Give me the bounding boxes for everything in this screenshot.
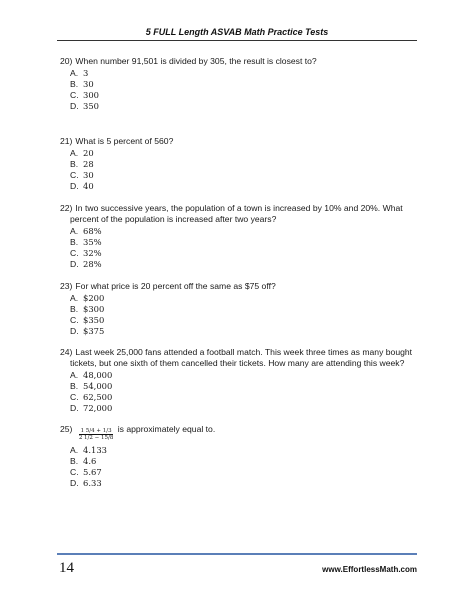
option-letter: B. <box>70 237 79 247</box>
question-number: 25) <box>60 424 73 434</box>
complex-fraction <box>79 428 114 441</box>
question-text: When number 91,501 is divided by 305, the result is closest to? <box>75 56 317 66</box>
option-list <box>60 293 420 337</box>
option-value: 32% <box>83 248 102 258</box>
option-value: 20 <box>83 148 94 158</box>
option-value: 28 <box>83 159 94 169</box>
question-number: 24) <box>60 347 73 357</box>
question-number: 20) <box>60 56 73 66</box>
option-letter: C. <box>70 170 79 180</box>
option-value: 30 <box>83 170 94 180</box>
option-letter: D. <box>70 259 79 269</box>
option-value: 68% <box>83 226 102 236</box>
option-letter: A. <box>70 445 79 455</box>
option-value: 300 <box>83 90 99 100</box>
option-value: $350 <box>83 315 105 325</box>
option-letter: B. <box>70 159 79 169</box>
option-d[interactable] <box>70 326 420 337</box>
option-c[interactable] <box>70 90 420 101</box>
header-divider <box>57 40 417 41</box>
option-value: $300 <box>83 304 105 314</box>
option-d[interactable] <box>70 101 420 112</box>
question-text: Last week 25,000 fans attended a football match. This week three times as many bought <box>75 347 413 357</box>
question-stem <box>60 281 420 292</box>
question-stem <box>60 136 420 147</box>
option-letter: B. <box>70 304 79 314</box>
option-list <box>60 226 420 270</box>
option-letter: D. <box>70 403 79 413</box>
question-number: 23) <box>60 281 73 291</box>
option-value: 28% <box>83 259 102 269</box>
option-value: 62,500 <box>83 392 113 402</box>
option-letter: C. <box>70 467 79 477</box>
option-value: $200 <box>83 293 105 303</box>
question-number: 21) <box>60 136 73 146</box>
option-letter: C. <box>70 315 79 325</box>
option-value: 40 <box>83 181 94 191</box>
fraction-denominator: 2 1/2 − 15/8 <box>78 435 114 441</box>
option-a[interactable] <box>70 148 420 159</box>
option-d[interactable] <box>70 259 420 270</box>
option-letter: D. <box>70 181 79 191</box>
option-letter: A. <box>70 148 79 158</box>
question-21 <box>60 136 420 192</box>
option-d[interactable] <box>70 403 420 414</box>
option-letter: D. <box>70 478 79 488</box>
option-value: 3 <box>83 68 89 78</box>
option-value: 35% <box>83 237 102 247</box>
question-stem <box>60 424 420 441</box>
option-list <box>60 68 420 112</box>
option-letter: B. <box>70 456 79 466</box>
option-letter: A. <box>70 293 79 303</box>
option-c[interactable] <box>70 170 420 181</box>
option-b[interactable] <box>70 304 420 315</box>
header-title: 5 FULL Length ASVAB Math Practice Tests <box>145 27 329 37</box>
option-list <box>60 148 420 192</box>
question-24 <box>60 347 420 414</box>
option-value: 4.133 <box>83 445 107 455</box>
option-b[interactable] <box>70 237 420 248</box>
option-letter: B. <box>70 79 79 89</box>
option-a[interactable] <box>70 226 420 237</box>
option-value: $375 <box>83 326 105 336</box>
question-stem <box>60 347 420 358</box>
option-list <box>60 445 420 489</box>
option-b[interactable] <box>70 159 420 170</box>
option-c[interactable] <box>70 248 420 259</box>
question-text: In two successive years, the population of a town is increased by 10% and 20%. What <box>75 203 403 213</box>
question-stem <box>60 56 420 67</box>
option-letter: A. <box>70 226 79 236</box>
option-a[interactable] <box>70 68 420 79</box>
fraction-numerator: 1 5/4 + 1/3 <box>80 428 112 434</box>
option-value: 350 <box>83 101 99 111</box>
option-letter: A. <box>70 370 79 380</box>
option-letter: A. <box>70 68 79 78</box>
option-c[interactable] <box>70 392 420 403</box>
option-a[interactable] <box>70 445 420 456</box>
question-20 <box>60 56 420 112</box>
option-value: 54,000 <box>83 381 113 391</box>
question-text-continued: percent of the population is increased after two years? <box>70 214 277 224</box>
footer-divider <box>57 553 417 555</box>
website-link[interactable]: www.EffortlessMath.com <box>322 565 417 574</box>
option-value: 5.67 <box>83 467 102 477</box>
question-text: What is 5 percent of 560? <box>75 136 174 146</box>
option-letter: C. <box>70 392 79 402</box>
option-value: 30 <box>83 79 94 89</box>
option-value: 48,000 <box>83 370 113 380</box>
option-d[interactable] <box>70 478 420 489</box>
option-b[interactable] <box>70 381 420 392</box>
question-text: is approximately equal to. <box>117 424 216 434</box>
option-a[interactable] <box>70 370 420 381</box>
question-25 <box>60 424 420 489</box>
option-value: 4.6 <box>83 456 97 466</box>
page-number: 14 <box>59 560 74 576</box>
option-c[interactable] <box>70 315 420 326</box>
option-value: 6.33 <box>83 478 102 488</box>
question-22 <box>60 203 420 270</box>
option-value: 72,000 <box>83 403 113 413</box>
question-23 <box>60 281 420 337</box>
option-letter: D. <box>70 101 79 111</box>
question-stem <box>60 203 420 214</box>
option-b[interactable] <box>70 79 420 90</box>
option-c[interactable] <box>70 467 420 478</box>
option-list <box>60 370 420 414</box>
option-a[interactable] <box>70 293 420 304</box>
option-letter: C. <box>70 90 79 100</box>
option-letter: D. <box>70 326 79 336</box>
option-d[interactable] <box>70 181 420 192</box>
option-b[interactable] <box>70 456 420 467</box>
question-number: 22) <box>60 203 73 213</box>
question-text-continued: tickets, but one sixth of them cancelled their tickets. How many are attending this week? <box>70 358 405 368</box>
option-letter: B. <box>70 381 79 391</box>
option-letter: C. <box>70 248 79 258</box>
question-text: For what price is 20 percent off the same as $75 off? <box>75 281 276 291</box>
